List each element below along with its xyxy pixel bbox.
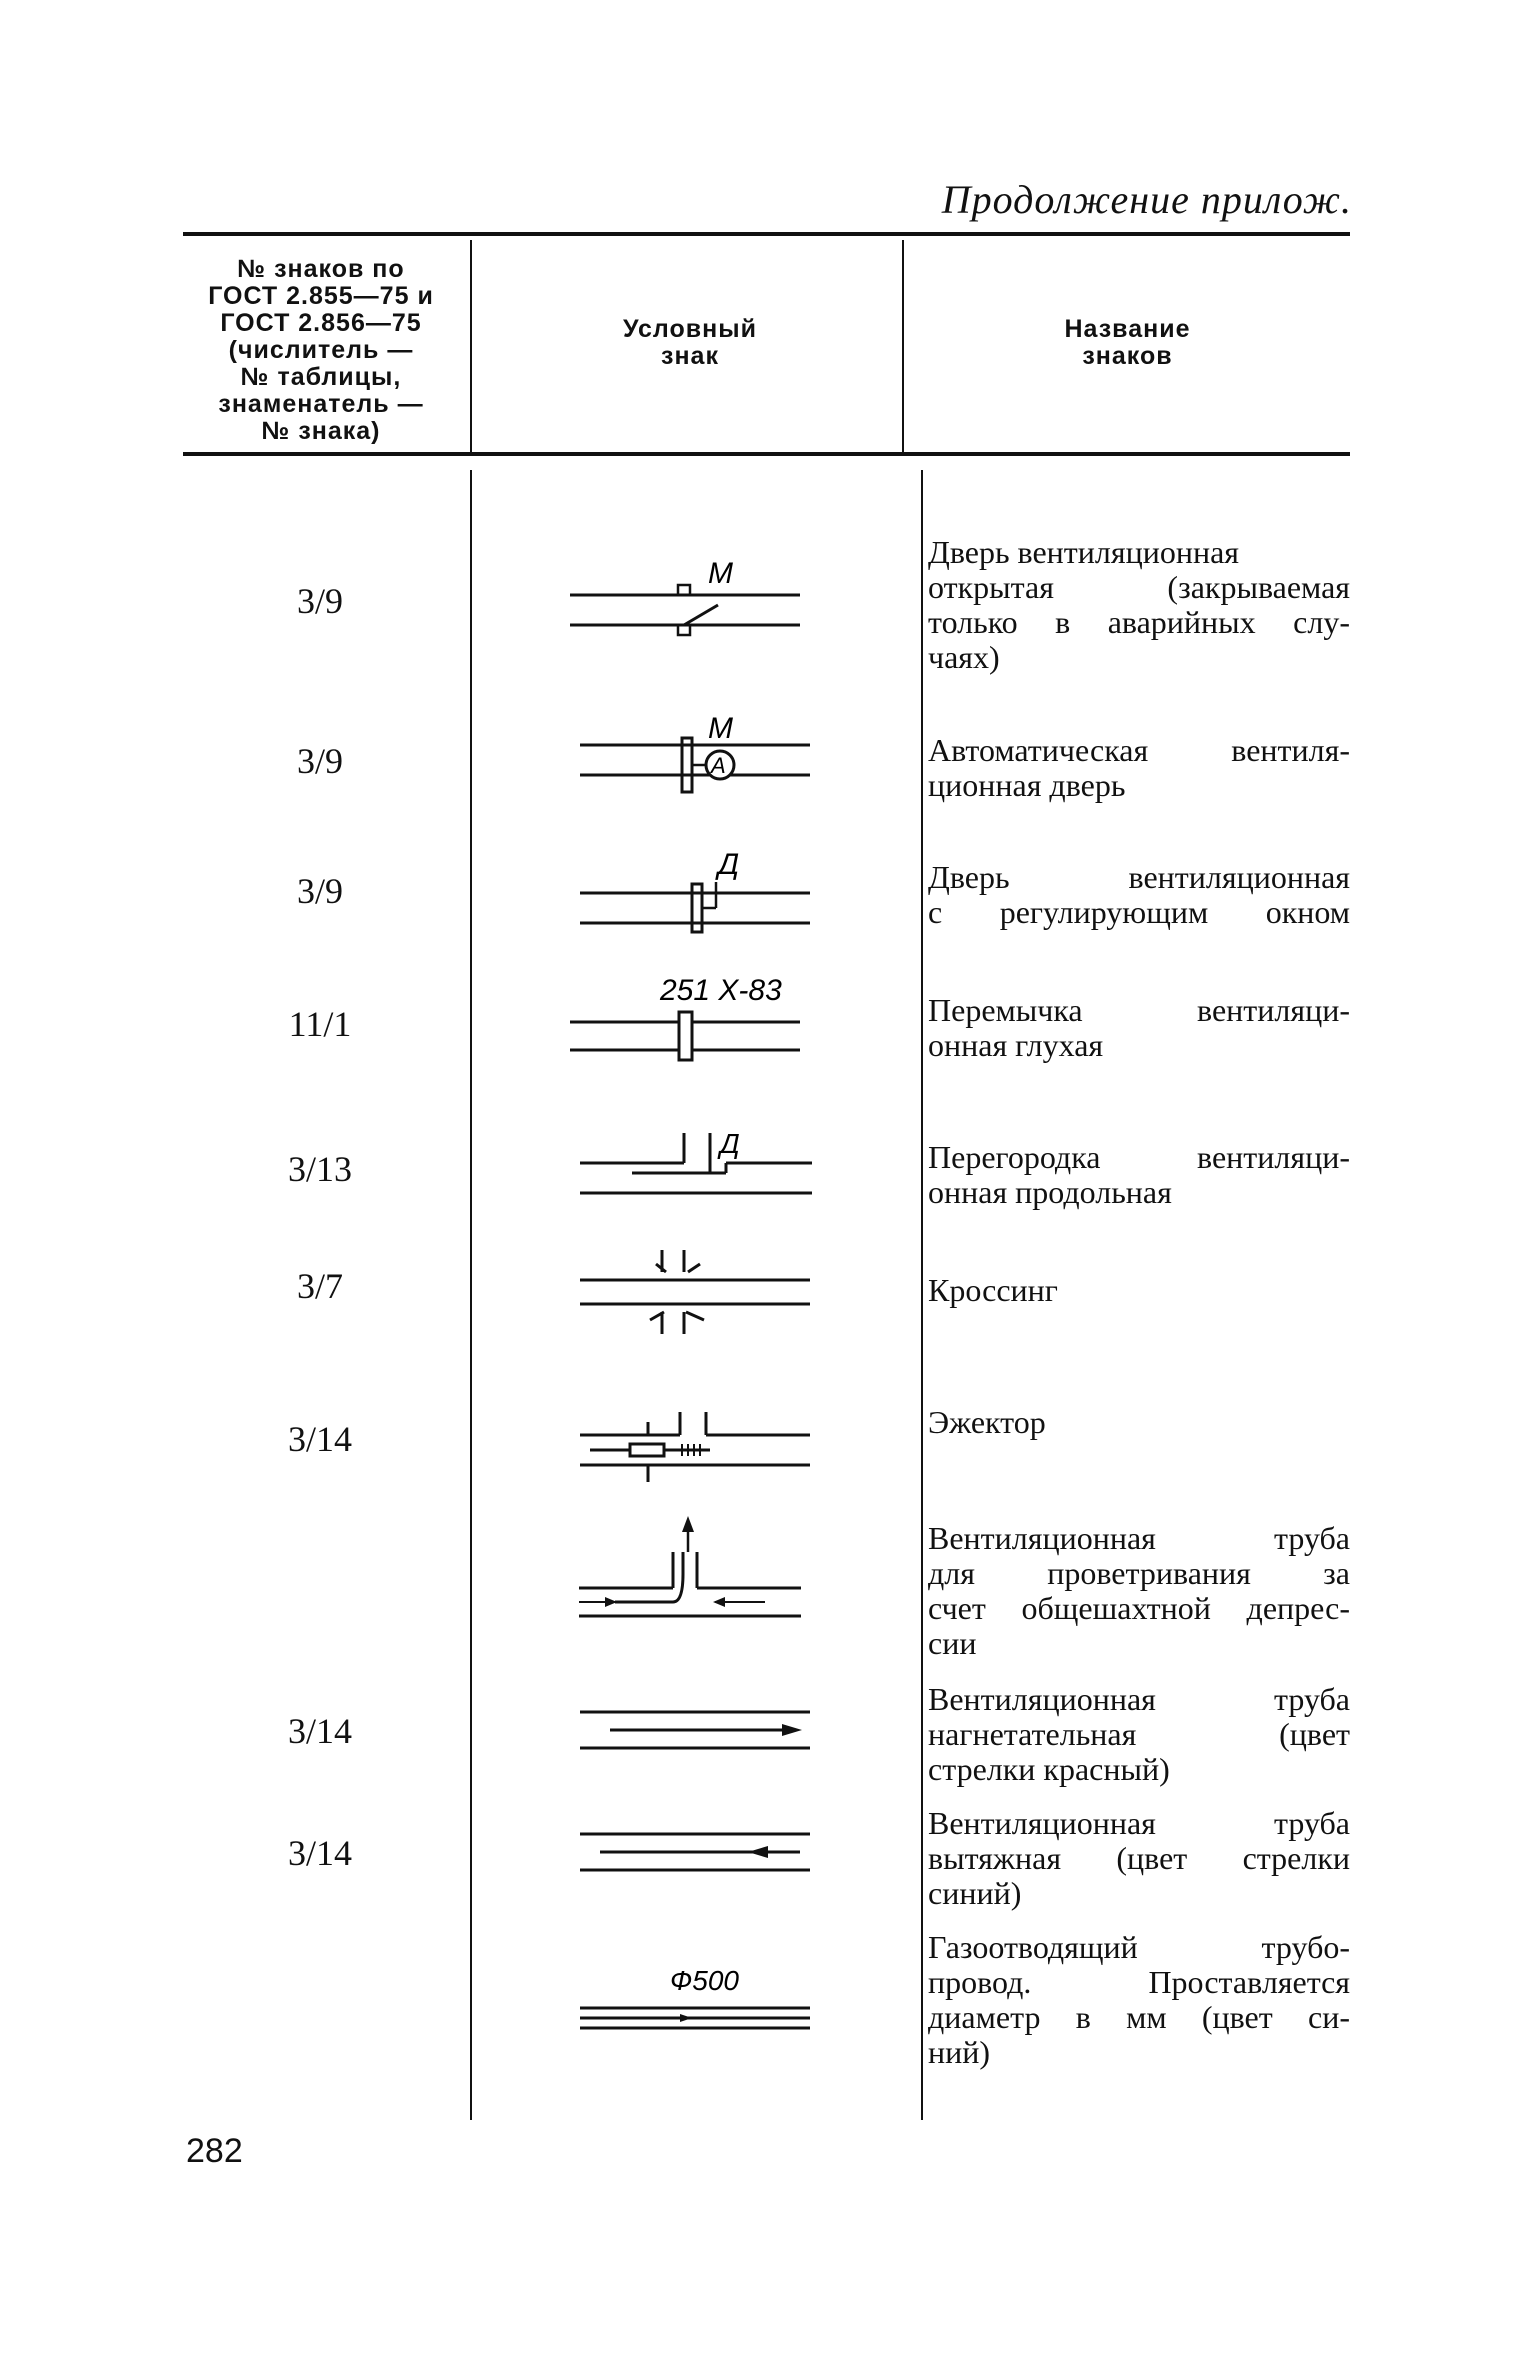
svg-text:М: М — [708, 712, 733, 745]
row-number: 3/14 — [287, 1419, 352, 1459]
row-number: 3/7 — [296, 1266, 343, 1306]
svg-text:Д: Д — [720, 1128, 740, 1159]
header-divider-1 — [470, 240, 472, 452]
row-description: Газоотводящий трубо- провод. Проставляется диаметр в мм (цвет си- ний) — [928, 1929, 1350, 2070]
ventilation-pipe-depression-symbol — [565, 1512, 815, 1632]
row-description: Дверь вентиляционная открытая (закрываемая только в аварийных слу- чаях) — [928, 534, 1350, 675]
row-description: Кроссинг — [928, 1272, 1058, 1308]
ejector-symbol — [570, 1400, 820, 1495]
ventilation-door-open-symbol — [560, 555, 810, 650]
crossing-symbol — [570, 1242, 820, 1347]
row-number: 3/9 — [296, 741, 343, 781]
row-description: Перемычка вентиляци- онная глухая — [928, 992, 1350, 1063]
row-number: 3/9 — [296, 581, 343, 621]
svg-text:Д: Д — [718, 848, 740, 881]
body-divider-1 — [470, 470, 472, 2120]
row-description: Вентиляционная труба нагнетательная (цвет стрелки красный) — [928, 1681, 1350, 1787]
row-number: 3/14 — [287, 1833, 352, 1873]
automatic-ventilation-door-symbol — [570, 710, 820, 815]
forcing-ventilation-pipe-symbol — [570, 1700, 820, 1765]
continuation-title: Продолжение прилож. — [941, 177, 1352, 222]
row-number: 11/1 — [288, 1004, 352, 1044]
page-number: 282 — [186, 2132, 243, 2170]
row-description: Автоматическая вентиля- ционная дверь — [928, 732, 1350, 803]
door-with-regulating-window-symbol — [570, 848, 820, 943]
body-divider-2 — [921, 470, 923, 2120]
svg-text:А: А — [711, 753, 726, 778]
header-divider-2 — [902, 240, 904, 452]
row-description: Перегородка вентиляци- онная продольная — [928, 1139, 1350, 1210]
table-header-bottom-rule — [183, 452, 1350, 456]
row-description: Вентиляционная труба для проветривания за счет общешахтной депрес- сии — [928, 1520, 1350, 1661]
longitudinal-partition-symbol — [570, 1115, 820, 1210]
svg-text:Ф500: Ф500 — [670, 1965, 739, 1996]
row-number: 3/9 — [296, 871, 343, 911]
row-number: 3/13 — [287, 1149, 352, 1189]
row-description: Дверь вентиляционная с регулирующим окном — [928, 859, 1350, 930]
table-top-rule — [183, 232, 1350, 236]
svg-text:251 Х-83: 251 Х-83 — [660, 974, 782, 1007]
gas-drainage-pipeline-symbol — [570, 1960, 820, 2045]
number-column-header: № знаков по ГОСТ 2.855—75 и ГОСТ 2.856—75 (числитель — № таблицы, знаменатель — № знака) — [208, 255, 434, 445]
symbol-column-header: Условный знак — [623, 315, 757, 370]
name-column-header: Название знаков — [1064, 315, 1191, 370]
exhaust-ventilation-pipe-symbol — [570, 1822, 820, 1887]
row-description: Эжектор — [928, 1404, 1046, 1440]
symbol-label: М — [708, 557, 733, 590]
row-description: Вентиляционная труба вытяжная (цвет стрелки синий) — [928, 1805, 1350, 1911]
row-number: 3/14 — [287, 1711, 352, 1751]
blind-ventilation-bulkhead-symbol — [560, 970, 810, 1075]
